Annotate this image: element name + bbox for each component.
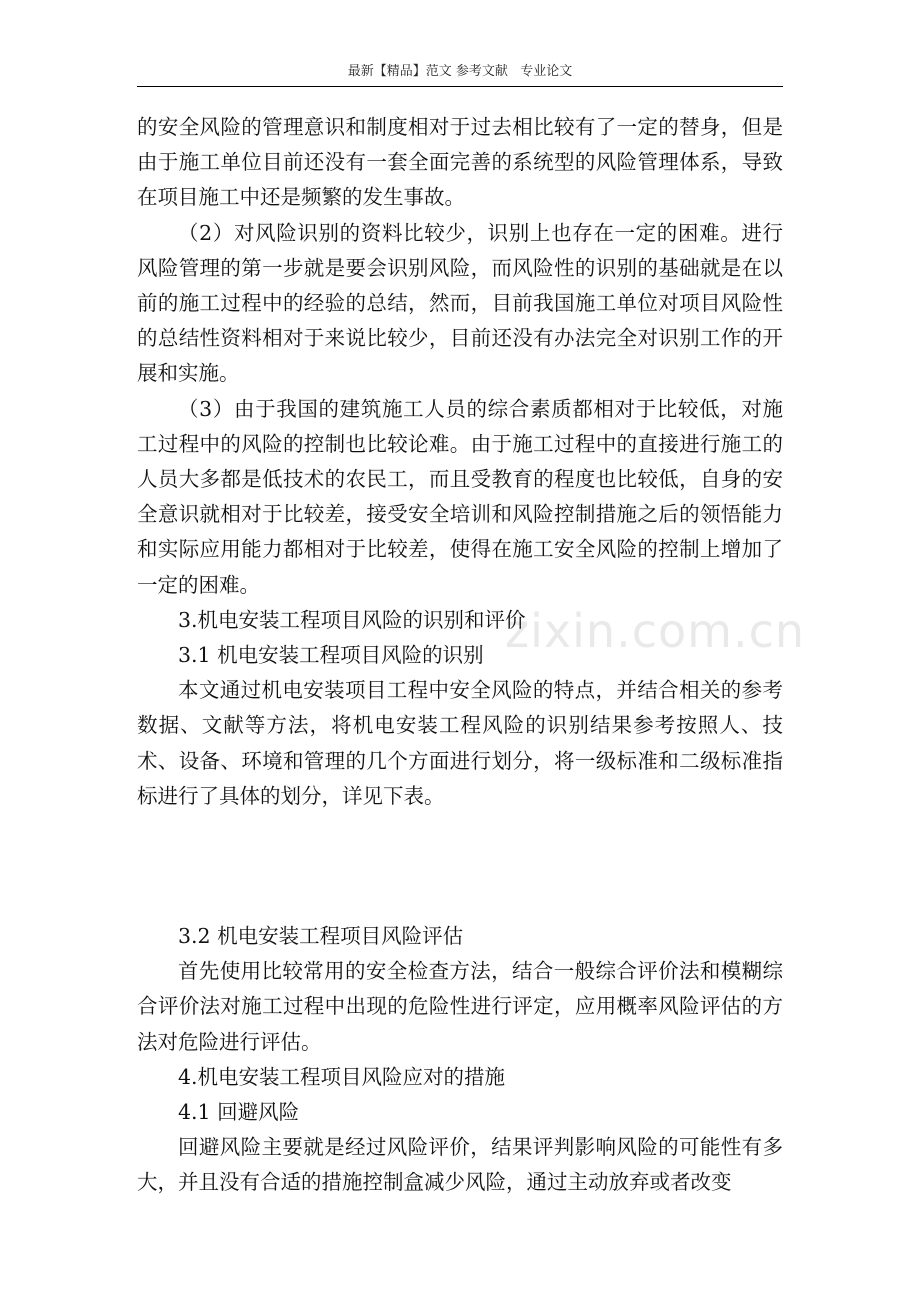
subsection-heading-3-2: 3.2 机电安装工程项目风险评估: [178, 924, 464, 949]
document-body: [137, 110, 783, 1201]
paragraph-4: 本文通过机电安装项目工程中安全风险的特点，并结合相关的参考数据、文献等方法，将机电安装工程风险的识别结果参考按照人、技术、设备、环境和管理的几个方面进行划分，将一级标准和二级标准指标进行了具体的划分，详见下表。: [137, 678, 783, 808]
subsection-heading-3-1: 3.1 机电安装工程项目风险的识别: [178, 643, 484, 668]
paragraph-3: （3）由于我国的建筑施工人员的综合素质都相对于比较低，对施工过程中的风险的控制也比较论难。由于施工过程中的直接进行施工的人员大多都是低技术的农民工，而且受教育的程度也比较低，自身的安全意识就相对于比较差，接受安全培训和风险控制措施之后的领悟能力和实际应用能力都相对于比较差，使得在施工安全风险的控制上增加了一定的困难。: [137, 396, 783, 597]
section-heading-3: 3.机电安装工程项目风险的识别和评价: [178, 607, 526, 632]
page-header: 最新【精品】范文 参考文献 专业论文: [137, 60, 783, 87]
paragraph-5: 首先使用比较常用的安全检查方法，结合一般综合评价法和模糊综合评价法对施工过程中出现的危险性进行评定，应用概率风险评估的方法对危险进行评估。: [137, 959, 783, 1054]
section-heading-4: 4.机电安装工程项目风险应对的措施: [178, 1064, 506, 1089]
blank-space: [137, 814, 783, 919]
watermark: zixin.com.cn: [505, 604, 806, 658]
subsection-heading-4-1: 4.1 回避风险: [178, 1100, 300, 1125]
paragraph-6: 回避风险主要就是经过风险评价，结果评判影响风险的可能性有多大，并且没有合适的措施控制盒减少风险，通过主动放弃或者改变: [137, 1135, 783, 1195]
paragraph-2: （2）对风险识别的资料比较少，识别上也存在一定的困难。进行风险管理的第一步就是要会识别风险，而风险性的识别的基础就是在以前的施工过程中的经验的总结，然而，目前我国施工单位对项目风险性的总结性资料相对于来说比较少，目前还没有办法完全对识别工作的开展和实施。: [137, 220, 783, 386]
paragraph-1: 的安全风险的管理意识和制度相对于过去相比较有了一定的替身，但是由于施工单位目前还没有一套全面完善的系统型的风险管理体系，导致在项目施工中还是频繁的发生事故。: [137, 115, 783, 210]
